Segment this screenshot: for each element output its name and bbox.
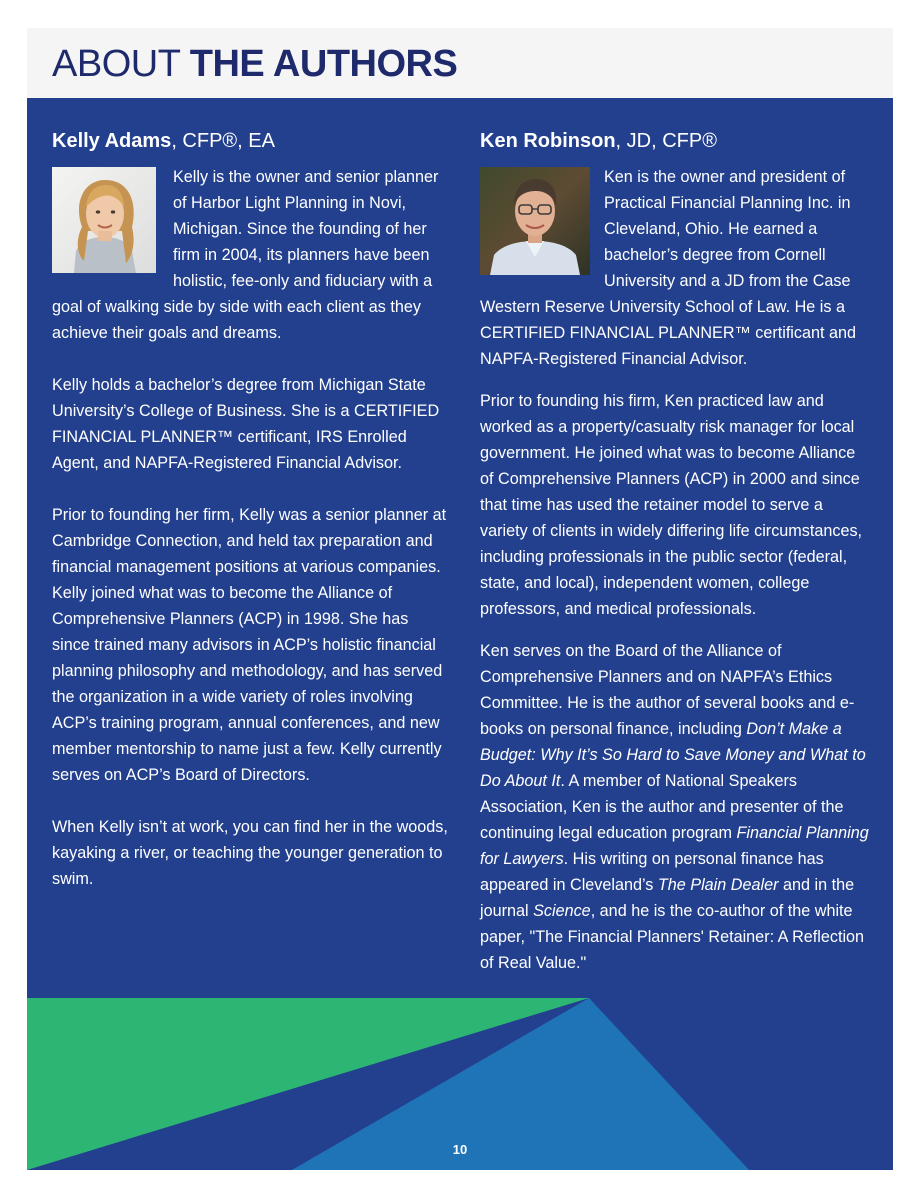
ken-journal-title: Science xyxy=(533,902,591,920)
ken-bio-paragraph-3 xyxy=(480,638,870,976)
kelly-photo-icon xyxy=(52,167,156,273)
kelly-bio-paragraph-1: Kelly is the owner and senior planner of Harbor Light Planning in Novi, Michigan. Since the founding of her firm in 2004, its planners have been holistic, fee-only and fiduciary with a goal of walking side by side with each client as they achieve their goals and dreams. xyxy=(52,168,439,342)
ken-p3-text-a: Ken serves on the Board of the Alliance of Comprehensive Planners and on NAPFA’s Ethics Committee. He is the author of several books and e-books on personal finance, including xyxy=(480,642,855,738)
author-name-kelly xyxy=(52,126,448,156)
ken-bio-paragraph-2: Prior to founding his firm, Ken practiced law and worked as a property/casualty risk manager for local government. He joined what was to become Alliance of Comprehensive Planners (ACP) in 2000 and since that time has used the retainer model to serve a variety of clients in widely differing life circumstances, including professionals in the public sector (federal, state, and local), independent women, college professors, and medical professionals. xyxy=(480,392,863,618)
ken-p3-text-b: . A member of National Speakers Association, Ken is the author and presenter of the continuing legal education program xyxy=(480,772,844,842)
kelly-bio-paragraph-4: When Kelly isn’t at work, you can find her in the woods, kayaking a river, or teaching the younger generation to swim. xyxy=(52,818,448,888)
kelly-name: Kelly Adams xyxy=(52,130,172,152)
ken-credentials: , JD, CFP® xyxy=(615,130,717,152)
ken-p3-text-e: , and he is the co-author of the white paper, "The Financial Planners' Retainer: A Reflection of Real Value." xyxy=(480,902,865,972)
page-title-bold: THE AUTHORS xyxy=(189,43,458,85)
page-title xyxy=(52,40,457,88)
header-band xyxy=(27,28,893,98)
author-kelly xyxy=(52,126,448,892)
ken-program-title: Financial Planning for Lawyers xyxy=(480,824,869,868)
ken-photo-icon xyxy=(480,167,590,275)
ken-p3-text-c: . His writing on personal finance has appeared in Cleveland’s xyxy=(480,850,824,894)
page-number: 10 xyxy=(452,1142,468,1157)
author-ken xyxy=(480,126,870,976)
kelly-credentials: , CFP®, EA xyxy=(171,130,275,152)
kelly-bio-paragraph-2: Kelly holds a bachelor’s degree from Michigan State University’s College of Business. She is a CERTIFIED FINANCIAL PLANNER™ certificant, IRS Enrolled Agent, and NAPFA-Registered Financial Advisor. xyxy=(52,376,440,472)
ken-bio-paragraph-1: Ken is the owner and president of Practical Financial Planning Inc. in Cleveland, Ohio. He earned a bachelor’s degree from Cornell University and a JD from the Case Western Reserve University School of Law. He is a CERTIFIED FINANCIAL PLANNER™ certificant and NAPFA-Registered Financial Advisor. xyxy=(480,168,857,368)
page-title-light: ABOUT xyxy=(52,43,190,85)
ken-p3-text-d: and in the journal xyxy=(480,876,855,920)
ken-newspaper-title: The Plain Dealer xyxy=(657,876,779,894)
ken-book-title: Don’t Make a Budget: Why It’s So Hard to Save Money and What to Do About It xyxy=(480,720,866,790)
author-name-ken xyxy=(480,126,870,156)
ken-name: Ken Robinson xyxy=(480,130,616,152)
page xyxy=(27,28,893,1170)
kelly-bio-paragraph-3: Prior to founding her firm, Kelly was a senior planner at Cambridge Connection, and held tax preparation and financial management positions at various companies. Kelly joined what was to become the Alliance of Comprehensive Planners (ACP) in 1998. She has since trained many advisors in ACP’s holistic financial planning philosophy and methodology, and has served the organization in a wide variety of roles involving ACP’s training program, annual conferences, and new member mentorship to name just a few. Kelly currently serves on ACP’s Board of Directors. xyxy=(52,506,447,784)
